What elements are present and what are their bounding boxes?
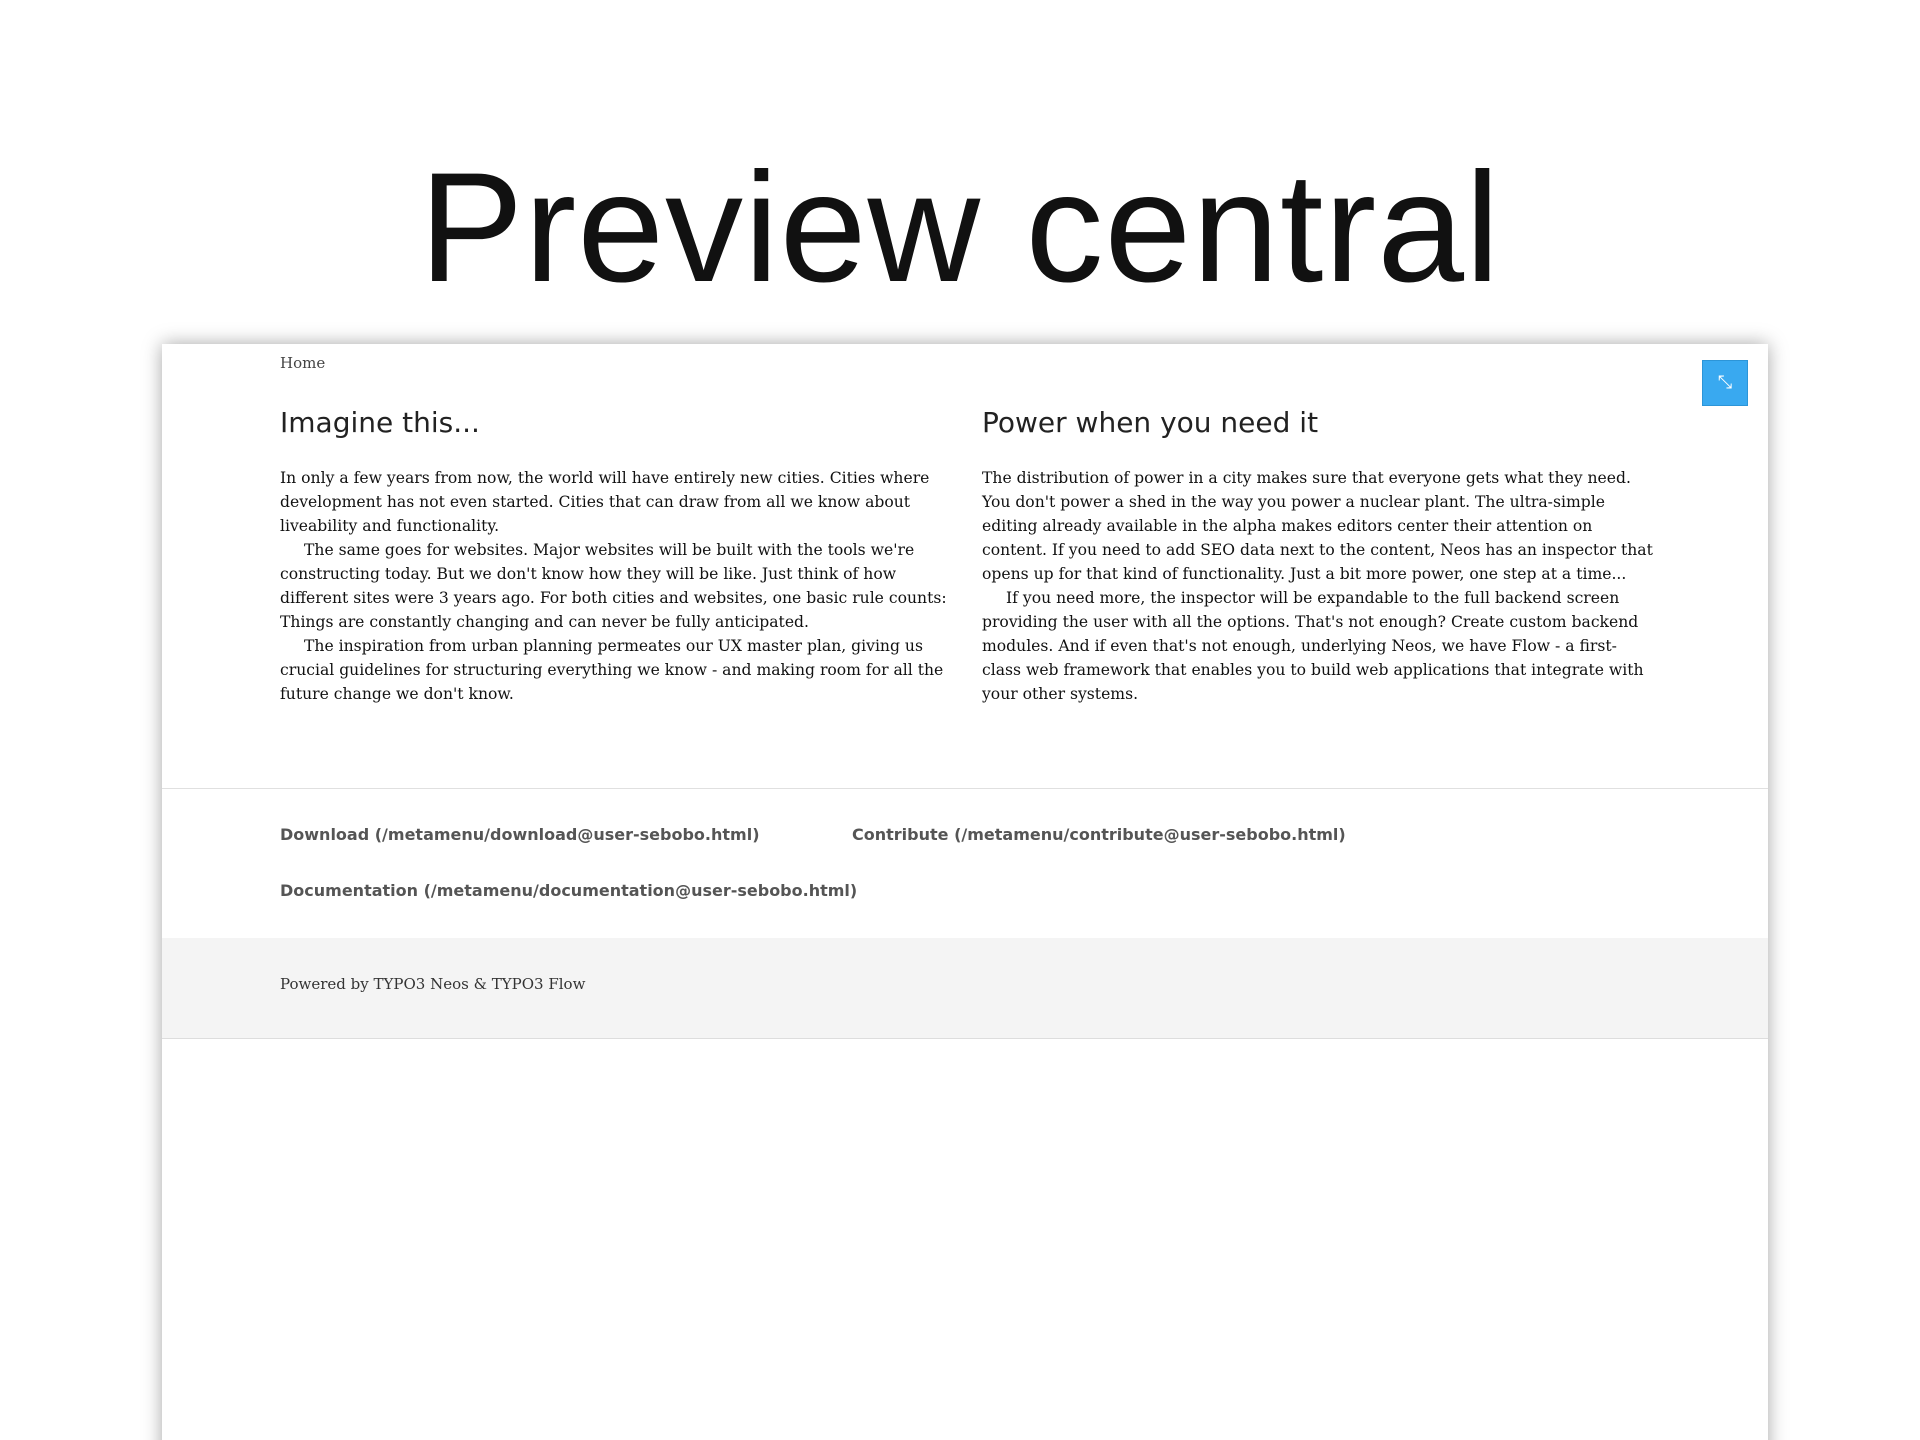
column-heading-power: Power when you need it bbox=[982, 406, 1319, 439]
meta-menu bbox=[162, 788, 1768, 939]
footer-credit: Powered by TYPO3 Neos & TYPO3 Flow bbox=[280, 975, 586, 993]
paragraph: The same goes for websites. Major websites will be built with the tools we're constructing today. But we don't know how they will be like. Just think of how different sites were 3 years ago. For both cities and websites, one basic rule counts: Things are constantly changing and can never be fully anticipated. bbox=[280, 540, 947, 631]
fullscreen-toggle-button[interactable] bbox=[1702, 360, 1748, 406]
content-column-right bbox=[982, 406, 1654, 706]
collapse-arrows-icon: ⤡ bbox=[1717, 372, 1733, 393]
meta-link-contribute[interactable]: Contribute (/metamenu/contribute@user-sebobo.html) bbox=[852, 825, 1346, 844]
paragraph: In only a few years from now, the world will have entirely new cities. Cities where development has not even started. Cities that can draw from all we know about liveability and functionality. bbox=[280, 468, 930, 535]
meta-link-download[interactable]: Download (/metamenu/download@user-sebobo.html) bbox=[280, 825, 760, 844]
breadcrumb[interactable]: Home bbox=[280, 354, 326, 372]
meta-link-documentation[interactable]: Documentation (/metamenu/documentation@user-sebobo.html) bbox=[280, 881, 858, 900]
slide-title: Preview central bbox=[419, 141, 1501, 315]
content-column-left bbox=[280, 406, 952, 706]
website-preview-frame bbox=[162, 344, 1768, 1440]
site-footer bbox=[162, 938, 1768, 1039]
column-heading-imagine: Imagine this... bbox=[280, 406, 480, 439]
paragraph: The inspiration from urban planning permeates our UX master plan, giving us crucial guidelines for structuring everything we know - and making room for all the future change we don't know. bbox=[280, 636, 944, 703]
paragraph: If you need more, the inspector will be expandable to the full backend screen providing the user with all the options. That's not enough? Create custom backend modules. And if even that's not enough, underlying Neos, we have Flow - a first-class web framework that enables you to build web applications that integrate with your other systems. bbox=[982, 588, 1644, 703]
paragraph: The distribution of power in a city makes sure that everyone gets what they need. You don't power a shed in the way you power a nuclear plant. The ultra-simple editing already available in the alpha makes editors center their attention on content. If you need to add SEO data next to the content, Neos has an inspector that opens up for that kind of functionality. Just a bit more power, one step at a time... bbox=[982, 468, 1653, 583]
